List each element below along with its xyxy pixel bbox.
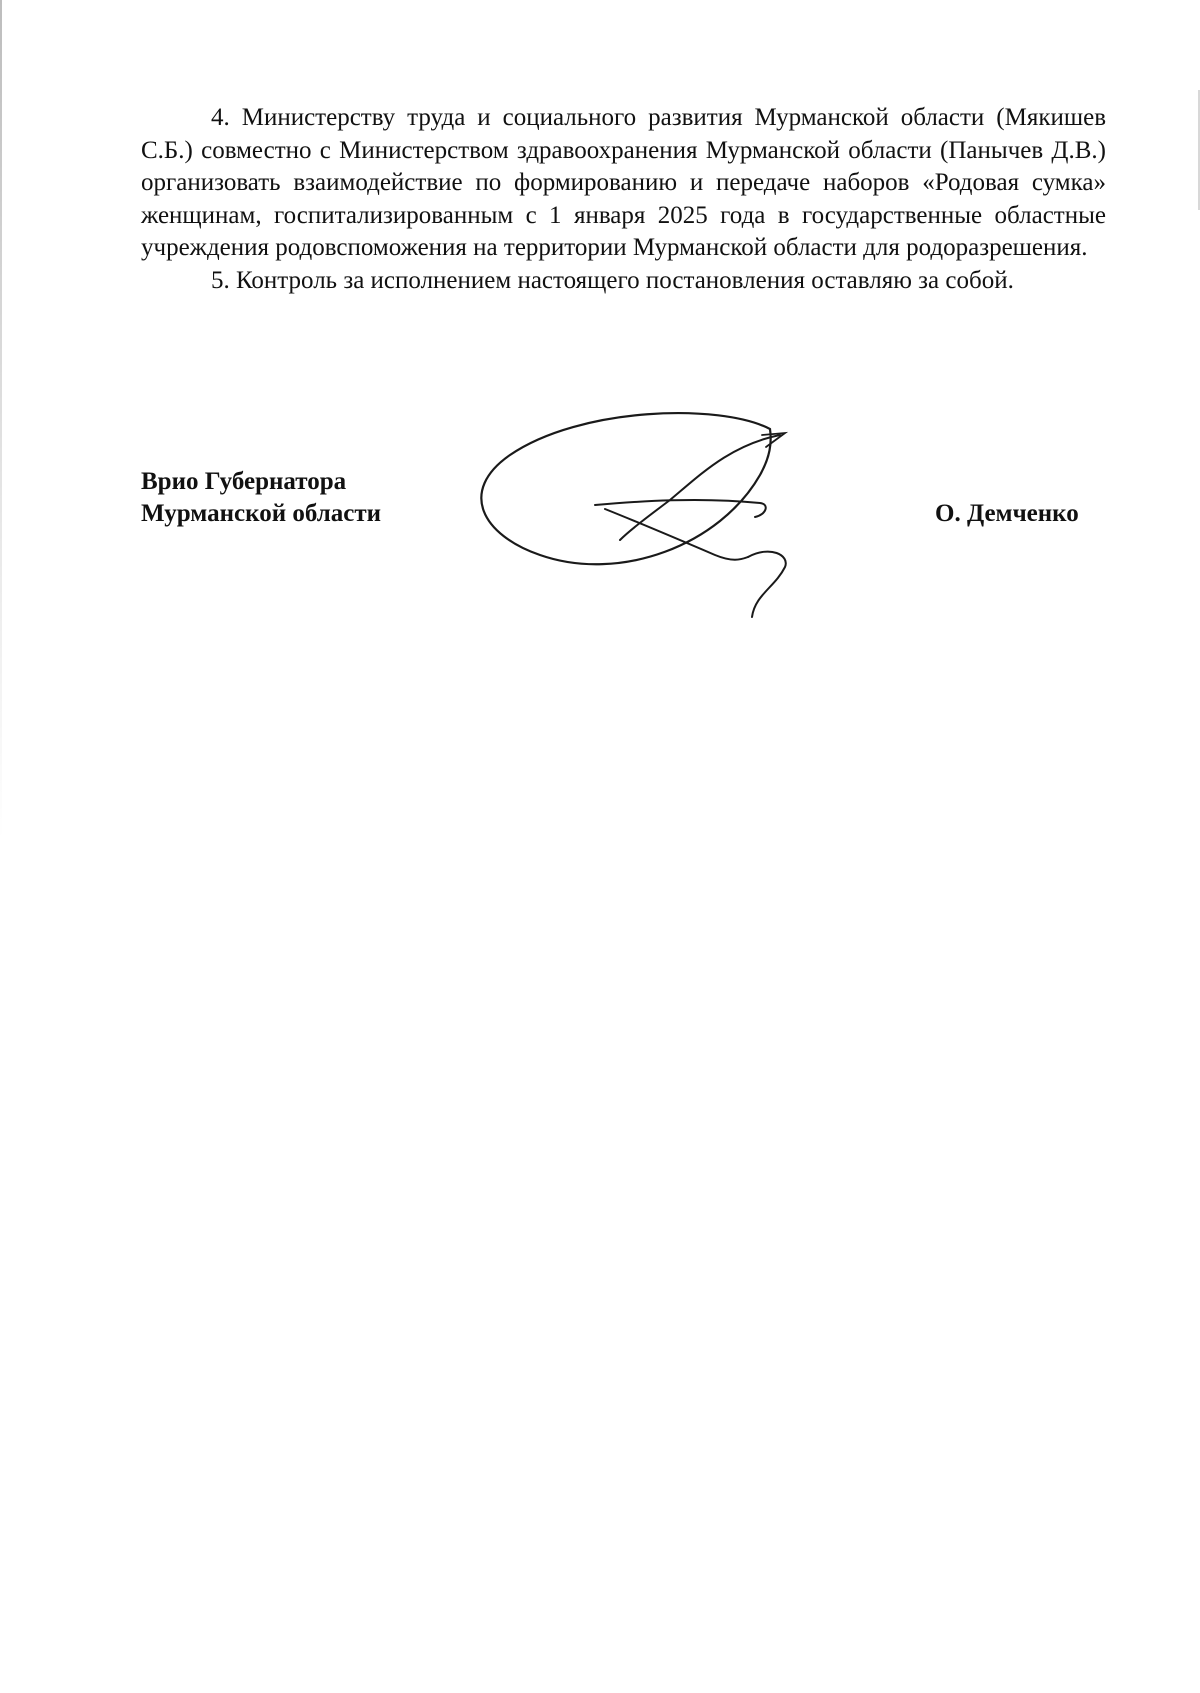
signatory-position-line-2: Мурманской области [141,500,382,527]
paragraph-4: 4. Министерству труда и социального развития Мурманской области (Мякишев С.Б.) совместно с Министерством здравоохранения Мурманской области (Панычев Д.В.) организовать взаимодействие по формированию и передаче наборов «Родовая сумка» женщинам, госпитализированным с 1 января 2025 года в государственные областные учреждения родовспоможения на территории Мурманской области для родоразрешения. [141,104,1106,261]
signatory-position [141,466,381,530]
signer-name: О. Демченко [935,500,1079,527]
scan-edge-left [0,0,2,840]
document-body [141,102,1106,297]
signatory-position-line-1: Врио Губернатора [141,468,347,495]
paragraph-5: 5. Контроль за исполнением настоящего постановления оставляю за собой. [211,266,1014,294]
handwritten-signature [470,405,830,625]
